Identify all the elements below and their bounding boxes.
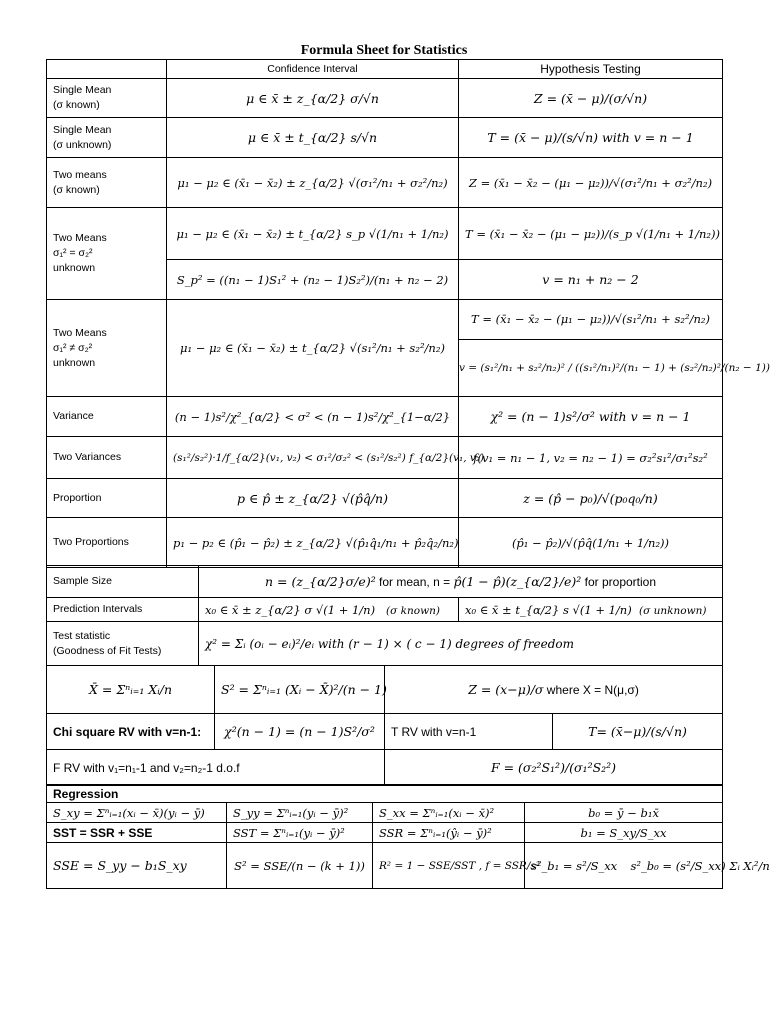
ht-formula: f(v₁ = n₁ − 1, v₂ = n₂ − 1) = σ₂²s₁²/σ₁²s₂²	[459, 437, 723, 479]
row-label: Two Variances	[47, 437, 167, 479]
random-variables-table	[46, 665, 723, 786]
syy-formula: S_yy = Σⁿᵢ₌₁(yᵢ − ȳ)²	[227, 803, 373, 823]
row-two-means-unequal-var	[47, 300, 723, 397]
ht-formula: Z = (x̄ − μ)/(σ/√n)	[459, 79, 723, 118]
sample-size-formula: n = (z_{α/2}σ/e)² for mean, n = p̂(1 − p̂)(z_{α/2}/e)² for proportion	[199, 566, 723, 598]
ci-formula: μ₁ − μ₂ ∈ (x̄₁ − x̄₂) ± z_{α/2} √(σ₁²/n₁ + σ₂²/n₂)	[167, 158, 459, 208]
ht-formula: z = (p̂ − p₀)/√(p₀q₀/n)	[459, 479, 723, 518]
b0-formula: b₀ = ȳ − b₁x̄	[525, 803, 723, 823]
b1-formula: b₁ = S_xy/S_xx	[525, 823, 723, 843]
row-label: Test statistic (Goodness of Fit Tests)	[47, 622, 199, 666]
row-mean-variance	[47, 666, 723, 714]
t-rv-label: T RV with v=n-1	[385, 714, 553, 750]
sse-formula: SSE = S_yy − b₁S_xy	[47, 843, 227, 889]
row-label: Proportion	[47, 479, 167, 518]
f-rv-label: F RV with v₁=n₁-1 and v₂=n₂-1 d.o.f	[47, 750, 385, 786]
test-statistic-formula: χ² = Σᵢ (oᵢ − eᵢ)²/eᵢ with (r − 1) × ( c − 1) degrees of freedom	[199, 622, 723, 666]
ht-formula: χ² = (n − 1)s²/σ² with v = n − 1	[459, 397, 723, 437]
ci-formula: μ ∈ x̄ ± t_{α/2} s/√n	[167, 118, 459, 158]
ssr-formula: SSR = Σⁿᵢ₌₁(ŷᵢ − ȳ)²	[373, 823, 525, 843]
pooled-variance-formula: S_p² = ((n₁ − 1)S₁² + (n₂ − 1)S₂²)/(n₁ + n₂ − 2)	[167, 260, 459, 300]
sst-formula: SST = Σⁿᵢ₌₁(yᵢ − ȳ)²	[227, 823, 373, 843]
row-label: Two Means σ₁² ≠ σ₂² unknown	[47, 300, 167, 397]
row-sample-size	[47, 566, 723, 598]
row-single-mean-unknown	[47, 118, 723, 158]
sxx-formula: S_xx = Σⁿᵢ₌₁(xᵢ − x̄)²	[373, 803, 525, 823]
ci-formula: p ∈ p̂ ± z_{α/2} √(p̂q̂/n)	[167, 479, 459, 518]
welch-df-formula: v = (s₁²/n₁ + s₂²/n₂)² / ((s₁²/n₁)²/(n₁ − 1) + (s₂²/n₂)²/(n₂ − 1))	[459, 362, 770, 374]
regression-row-2	[47, 823, 723, 843]
prediction-known: x₀ ∈ x̄ ± z_{α/2} σ √(1 + 1/n) (σ known)	[199, 598, 459, 622]
header-hypothesis-testing: Hypothesis Testing	[459, 60, 723, 79]
sample-mean-formula: X̄ = Σⁿᵢ₌₁ Xᵢ/n	[47, 666, 215, 714]
ci-formula: (s₁²/s₂²)·1/f_{α/2}(v₁, v₂) < σ₁²/σ₂² < (s₁²/s₂²) f_{α/2}(v₁, v₂)	[167, 437, 459, 479]
ht-formula: (p̂₁ − p̂₂)/√(p̂q̂(1/n₁ + 1/n₂))	[459, 518, 723, 568]
row-test-statistic	[47, 622, 723, 666]
row-variance	[47, 397, 723, 437]
sb1-formula: s²_b₁ = s²/S_xx	[531, 858, 618, 873]
sst-decomposition: SST = SSR + SSE	[47, 823, 227, 843]
ci-formula: (n − 1)s²/χ²_{α/2} < σ² < (n − 1)s²/χ²_{1−α/2}	[167, 397, 459, 437]
regression-row-3	[47, 843, 723, 889]
row-two-means-known	[47, 158, 723, 208]
chi-square-label: Chi square RV with v=n-1:	[47, 714, 215, 750]
row-label: Variance	[47, 397, 167, 437]
ci-formula: μ ∈ x̄ ± z_{α/2} σ/√n	[167, 79, 459, 118]
row-label: Sample Size	[47, 566, 199, 598]
r2-formula: R² = 1 − SSE/SST , f = SSR/s²	[373, 843, 525, 889]
degrees-of-freedom-formula: v = n₁ + n₂ − 2	[459, 260, 723, 300]
ci-formula: μ₁ − μ₂ ∈ (x̄₁ − x̄₂) ± t_{α/2} s_p √(1/n₁ + 1/n₂)	[167, 208, 459, 260]
z-score-formula: Z = (x−μ)/σ where X = N(μ,σ)	[385, 666, 723, 714]
row-chi-t	[47, 714, 723, 750]
f-rv-formula: F = (σ₂²S₁²)/(σ₁²S₂²)	[385, 750, 723, 786]
row-label: Prediction Intervals	[47, 598, 199, 622]
sxy-formula: S_xy = Σⁿᵢ₌₁(xᵢ − x̄)(yᵢ − ȳ)	[47, 803, 227, 823]
row-two-proportions	[47, 518, 723, 568]
ht-formula: T = (x̄₁ − x̄₂ − (μ₁ − μ₂))/√(s₁²/n₁ + s₂²/n₂)	[459, 300, 722, 340]
additional-formulas-table	[46, 565, 723, 666]
table-header-row	[47, 60, 723, 79]
sb0-formula: s²_b₀ = (s²/S_xx) Σᵢ Xᵢ²/n	[630, 858, 770, 873]
ht-cell	[459, 300, 770, 397]
regression-title: Regression	[47, 785, 723, 803]
ci-formula: μ₁ − μ₂ ∈ (x̄₁ − x̄₂) ± t_{α/2} √(s₁²/n₁ + s₂²/n₂)	[167, 300, 459, 397]
row-single-mean-known	[47, 79, 723, 118]
row-label: Two Means σ₁² = σ₂² unknown	[47, 208, 167, 300]
header-confidence-interval: Confidence Interval	[167, 60, 459, 79]
row-label: Two Proportions	[47, 518, 167, 568]
ht-formula: T = (x̄₁ − x̄₂ − (μ₁ − μ₂))/(s_p √(1/n₁ + 1/n₂))	[459, 208, 723, 260]
header-empty-cell	[47, 60, 167, 79]
t-rv-formula: T= (x̄−μ)/(s/√n)	[553, 714, 723, 750]
row-two-variances	[47, 437, 723, 479]
row-label: Two means (σ known)	[47, 158, 167, 208]
row-f-rv	[47, 750, 723, 786]
row-prediction-intervals	[47, 598, 723, 622]
ht-formula: T = (x̄ − μ)/(s/√n) with v = n − 1	[459, 118, 723, 158]
row-two-means-equal-var	[47, 208, 723, 260]
coefficient-variance-cell	[525, 843, 770, 889]
s2-formula: S² = SSE/(n − (k + 1))	[227, 843, 373, 889]
ci-formula: p₁ − p₂ ∈ (p̂₁ − p̂₂) ± z_{α/2} √(p̂₁q̂₁/n₁ + p̂₂q̂₂/n₂)	[167, 518, 459, 568]
row-proportion	[47, 479, 723, 518]
main-formula-table	[46, 59, 770, 568]
row-label: Single Mean (σ known)	[47, 79, 167, 118]
regression-table	[46, 784, 770, 889]
sample-variance-formula: S² = Σⁿᵢ₌₁ (Xᵢ − X̄)²/(n − 1)	[215, 666, 385, 714]
chi-square-formula: χ²(n − 1) = (n − 1)S²/σ²	[215, 714, 385, 750]
regression-title-row	[47, 785, 723, 803]
page-title: Formula Sheet for Statistics	[300, 43, 468, 58]
ht-formula: Z = (x̄₁ − x̄₂ − (μ₁ − μ₂))/√(σ₁²/n₁ + σ₂²/n₂)	[459, 158, 723, 208]
prediction-unknown: x₀ ∈ x̄ ± t_{α/2} s √(1 + 1/n) (σ unknown)	[459, 598, 723, 622]
row-label: Single Mean (σ unknown)	[47, 118, 167, 158]
regression-row-1	[47, 803, 723, 823]
